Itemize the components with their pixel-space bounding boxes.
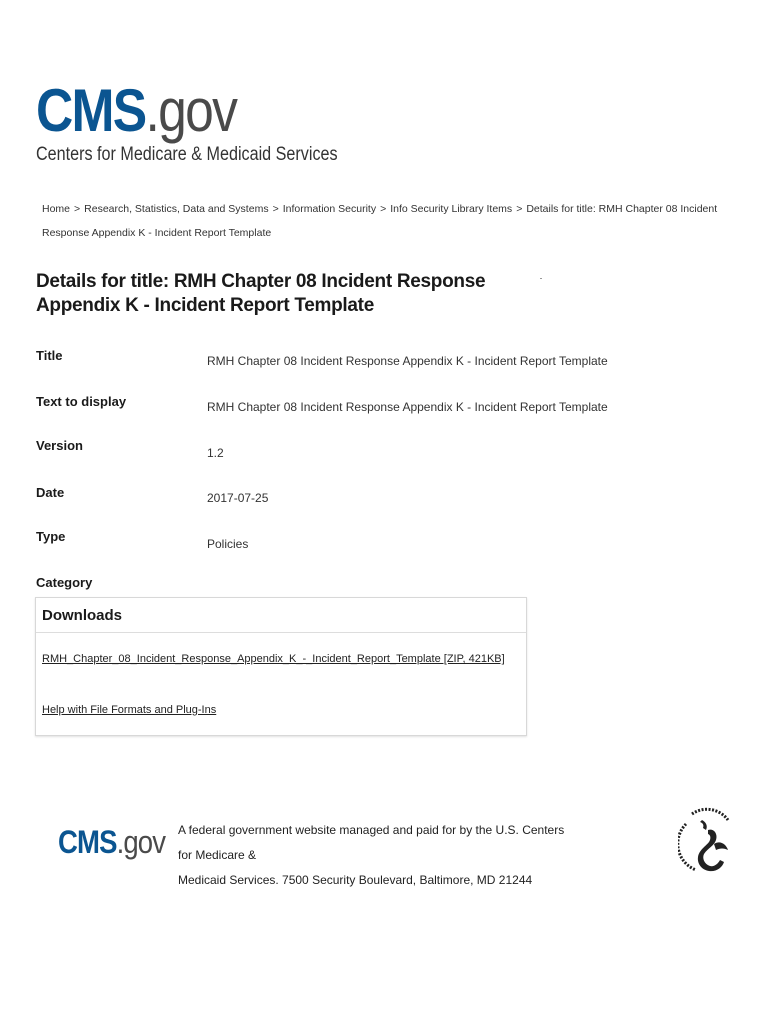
breadcrumb-current: Details for title: RMH Chapter 08 Incident Response Appendix K - Incident Report Template	[42, 203, 718, 239]
downloads-panel	[35, 597, 527, 736]
breadcrumb-separator: >	[380, 203, 387, 215]
cms-logo-gov: .gov	[145, 77, 237, 144]
field-label-category: Category	[36, 575, 93, 590]
footer-logo-gov: .gov	[116, 824, 166, 860]
field-value-text-to-display: RMH Chapter 08 Incident Response Appendix K - Incident Report Template	[207, 400, 608, 414]
downloads-heading: Downloads	[36, 598, 526, 633]
field-value-title: RMH Chapter 08 Incident Response Appendix K - Incident Report Template	[207, 354, 608, 368]
footer-logo-cms: CMS	[58, 824, 117, 860]
field-label-version: Version	[36, 438, 83, 453]
breadcrumb-home[interactable]: Home	[42, 203, 71, 215]
cms-logo-wordmark	[36, 77, 294, 144]
cms-logo-cms: CMS	[36, 77, 146, 144]
cms-logo-subtitle: Centers for Medicare & Medicaid Services	[36, 144, 338, 165]
field-label-text-to-display: Text to display	[36, 394, 127, 409]
field-label-title: Title	[36, 348, 63, 363]
field-label-date: Date	[36, 485, 65, 500]
breadcrumb-separator: >	[272, 203, 279, 215]
field-value-type: Policies	[207, 537, 249, 551]
footer-text-line-2: Medicaid Services. 7500 Security Boulevard, Baltimore, MD 21244	[178, 873, 533, 887]
hhs-seal-icon	[678, 800, 734, 878]
breadcrumb-separator: >	[516, 203, 523, 215]
field-value-version: 1.2	[207, 446, 224, 460]
breadcrumb-research[interactable]: Research, Statistics, Data and Systems	[84, 203, 269, 215]
download-file-link[interactable]: RMH_Chapter_08_Incident_Response_Appendix_K_-_Incident_Report_Template [ZIP, 421KB]	[42, 653, 505, 665]
footer-text-line-1: A federal government website managed and paid for by the U.S. Centers for Medicare &	[178, 823, 565, 862]
breadcrumb-library-items[interactable]: Info Security Library Items	[390, 203, 513, 215]
field-label-type: Type	[36, 529, 66, 544]
breadcrumb-separator: >	[74, 203, 81, 215]
decorative-dot	[540, 278, 542, 279]
breadcrumb-information-security[interactable]: Information Security	[282, 203, 377, 215]
field-value-date: 2017-07-25	[207, 491, 269, 505]
breadcrumb	[42, 197, 732, 245]
footer-disclaimer	[178, 818, 578, 893]
page-title: Details for title: RMH Chapter 08 Incident Response Appendix K - Incident Report Template	[36, 271, 486, 316]
cms-logo[interactable]	[36, 77, 338, 166]
help-file-formats-link[interactable]: Help with File Formats and Plug-Ins	[42, 704, 217, 716]
footer-cms-logo[interactable]	[58, 824, 165, 860]
